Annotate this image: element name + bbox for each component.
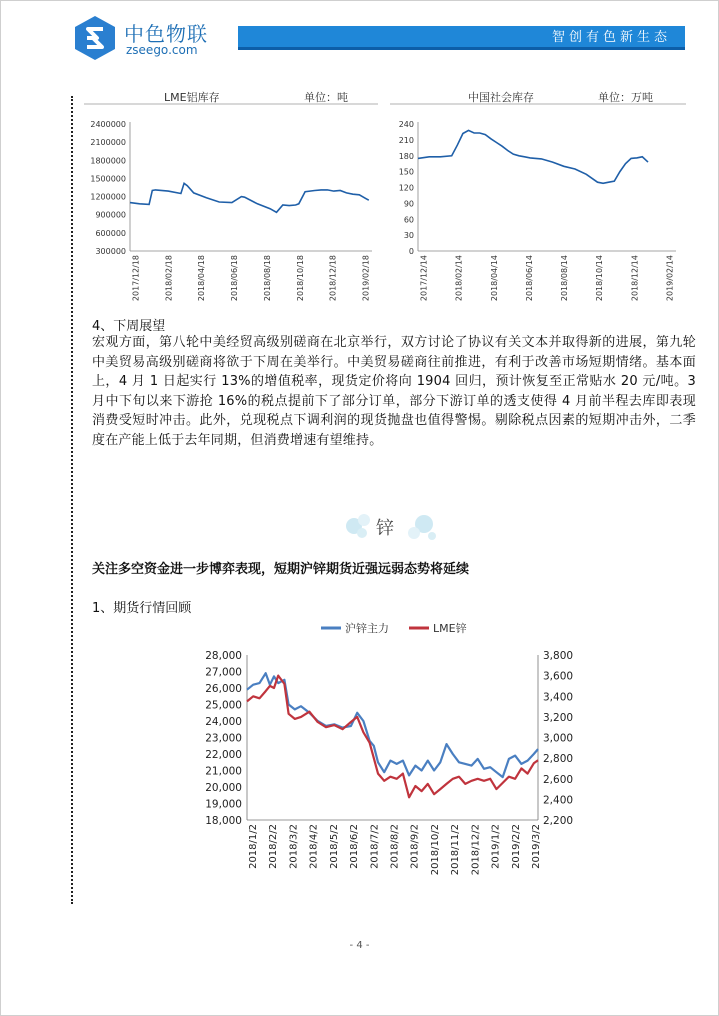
x-tick-label: 2018/10/14	[595, 255, 605, 302]
x-tick-label: 2018/02/14	[454, 255, 464, 302]
y-tick-label: 1500000	[90, 174, 126, 184]
y-tick-label: 150	[398, 167, 414, 177]
x-tick-label: 2018/3/2	[288, 824, 300, 869]
x-tick-label: 2018/12/18	[328, 255, 338, 302]
x-tick-label: 2017/12/18	[131, 255, 141, 302]
x-tick-label: 2018/04/14	[489, 255, 499, 302]
x-tick-label: 2018/06/14	[524, 255, 534, 302]
outlook-paragraph: 宏观方面，第八轮中美经贸高级别磋商在北京举行，双方讨论了协议有关文本并取得新的进展，第九轮中美贸易高级别磋商将欲于下周在美举行。中美贸易磋商往前推进，有利于改善市场短期情绪。基本面上，4 月 1 日起实行 13%的增值税率，现货定价将向 1904 回归，预计恢复至正常贴水 20 元/吨。3 月中下旬以来下游抢 16%的税点提前下了部分订单，部分下游订单的透支使得 4 月前半程去库即表现消费受短时冲击。此外，兑现税点下调利润的现货抛盘也值得警惕。剔除税点因素的短期冲击外，二季度在产能上低于去年同期，但消费增速有望维持。	[92, 335, 696, 448]
y-left-tick-label: 25,000	[205, 699, 242, 712]
series-line-lme-zinc	[247, 676, 538, 798]
brand-domain: zseego.com	[126, 43, 198, 57]
zinc-title-text: 锌	[376, 518, 394, 539]
y-left-tick-label: 26,000	[205, 683, 242, 695]
x-tick-label: 2019/3/2	[531, 824, 542, 869]
y-tick-label: 0	[408, 247, 414, 256]
x-tick-label: 2018/5/2	[328, 824, 340, 869]
y-left-tick-label: 19,000	[205, 798, 242, 811]
y-right-tick-label: 3,800	[543, 650, 574, 662]
y-left-tick-label: 21,000	[205, 765, 242, 778]
x-tick-label: 2018/04/18	[197, 255, 207, 302]
y-left-tick-label: 27,000	[205, 666, 242, 679]
x-tick-label: 2018/06/18	[230, 255, 240, 302]
x-tick-label: 2018/1/2	[248, 824, 259, 869]
y-right-tick-label: 3,400	[543, 691, 574, 704]
x-tick-label: 2018/11/2	[450, 824, 462, 876]
chart-unit: 单位：万吨	[598, 91, 653, 104]
y-left-tick-label: 28,000	[205, 650, 242, 662]
x-tick-label: 2017/12/14	[419, 255, 429, 302]
y-tick-label: 210	[398, 135, 414, 145]
china-social-stock-chart	[388, 86, 688, 316]
x-tick-label: 2018/10/2	[429, 824, 441, 876]
y-left-tick-label: 23,000	[205, 732, 242, 745]
x-tick-label: 2018/4/2	[308, 824, 320, 869]
chart-unit: 单位：吨	[304, 91, 348, 104]
slogan-bar	[238, 26, 685, 50]
x-tick-label: 2018/12/14	[630, 255, 640, 302]
margin-dotted-line	[71, 96, 73, 904]
y-tick-label: 300000	[95, 247, 126, 256]
y-right-tick-label: 3,200	[543, 711, 574, 724]
y-left-tick-label: 22,000	[205, 749, 242, 761]
x-tick-label: 2018/9/2	[409, 824, 421, 869]
y-tick-label: 1800000	[90, 156, 126, 166]
x-tick-label: 2018/8/2	[389, 824, 401, 869]
x-tick-label: 2018/08/14	[560, 255, 570, 302]
x-tick-label: 2019/2/2	[510, 824, 522, 869]
y-tick-label: 1200000	[90, 192, 126, 202]
y-tick-label: 2100000	[90, 138, 126, 148]
y-tick-label: 900000	[95, 210, 126, 220]
x-tick-label: 2019/02/18	[361, 255, 371, 302]
y-right-tick-label: 2,400	[543, 794, 574, 807]
x-tick-label: 2018/7/2	[369, 824, 381, 869]
section-heading-outlook: 4、下周展望	[92, 319, 166, 334]
y-right-tick-label: 3,600	[543, 670, 574, 683]
y-left-tick-label: 18,000	[205, 815, 242, 827]
chart-title: 中国社会库存	[468, 91, 534, 104]
zinc-subheading: 1、期货行情回顾	[92, 601, 192, 616]
legend-label-lme: LME锌	[433, 622, 467, 635]
chart-title: LME铝库存	[164, 91, 220, 104]
y-right-tick-label: 2,600	[543, 773, 574, 786]
zinc-price-chart	[195, 612, 574, 894]
y-tick-label: 2400000	[90, 120, 126, 129]
series-line	[130, 183, 369, 212]
zinc-section-title	[340, 506, 440, 546]
series-line	[418, 130, 648, 183]
zinc-headline: 关注多空资金进一步博弈表现，短期沪锌期货近强远弱态势将延续	[92, 562, 470, 577]
zseego-logo-icon	[73, 15, 117, 61]
x-tick-label: 2018/2/2	[268, 824, 280, 869]
x-tick-label: 2018/02/18	[164, 255, 174, 302]
x-tick-label: 2018/08/18	[262, 255, 272, 302]
y-tick-label: 240	[398, 120, 414, 129]
slogan-text: 智创有色新生态	[551, 30, 671, 45]
lme-aluminium-stock-chart	[82, 86, 380, 316]
y-tick-label: 600000	[95, 228, 126, 238]
legend-label-shfe: 沪锌主力	[345, 622, 389, 635]
y-tick-label: 90	[403, 199, 414, 209]
y-right-tick-label: 2,200	[543, 815, 574, 827]
y-tick-label: 120	[398, 183, 414, 193]
y-right-tick-label: 3,000	[543, 732, 574, 745]
y-tick-label: 60	[403, 215, 414, 225]
y-tick-label: 180	[398, 151, 414, 161]
x-tick-label: 2018/12/2	[470, 824, 482, 876]
x-tick-label: 2018/10/18	[295, 254, 305, 302]
brand-name: 中色物联	[124, 22, 208, 46]
y-right-tick-label: 2,800	[543, 753, 574, 766]
x-tick-label: 2019/02/14	[665, 255, 675, 302]
y-left-tick-label: 24,000	[205, 716, 242, 728]
y-left-tick-label: 20,000	[205, 782, 242, 794]
x-tick-label: 2019/1/2	[490, 824, 502, 869]
x-tick-label: 2018/6/2	[349, 824, 361, 869]
y-tick-label: 30	[403, 231, 414, 241]
page-number: - 4 -	[349, 940, 370, 951]
series-line-shfe-zinc	[247, 673, 538, 777]
